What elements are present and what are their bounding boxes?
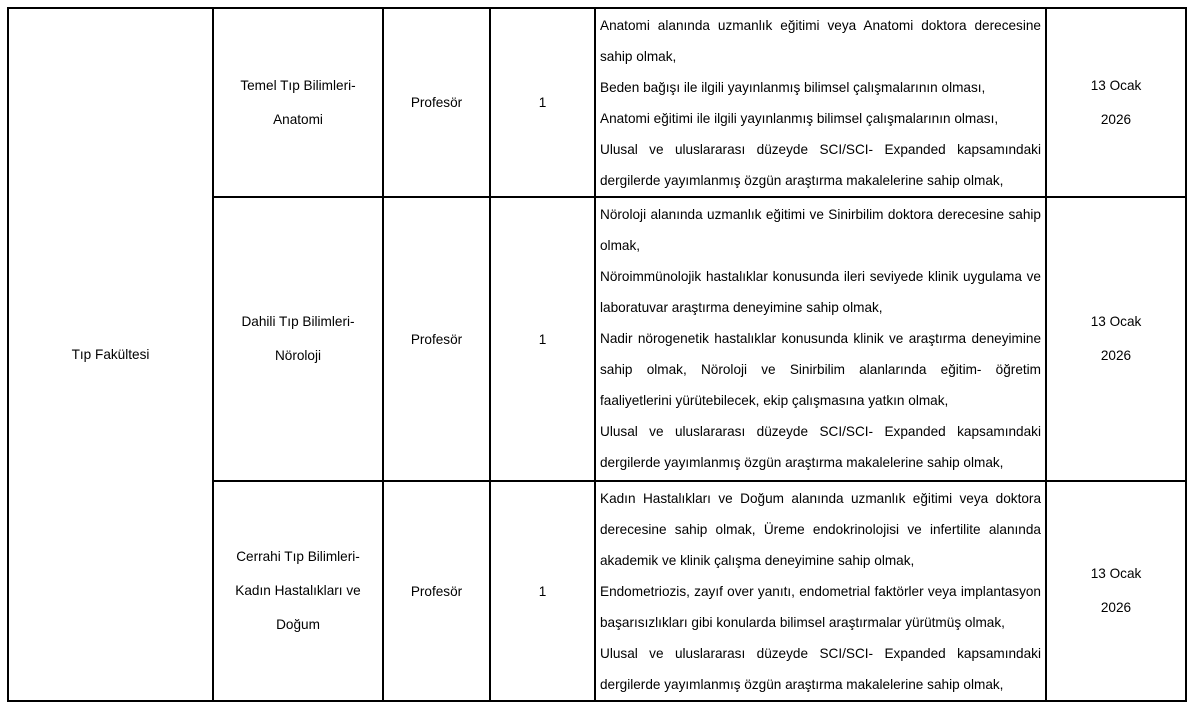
department-cell (213, 481, 383, 701)
title-cell: Profesör (383, 197, 490, 481)
date-line: 2026 (1100, 111, 1132, 127)
requirement-item: Ulusal ve uluslararası düzeyde SCI/SCI- Expanded kapsamındaki dergilerde yayımlanmış özgün araştırma makalelerine sahip olmak, (600, 646, 1041, 692)
requirements-cell (595, 481, 1046, 701)
department-line: Anatomi (273, 111, 323, 127)
date-line: 2026 (1100, 600, 1132, 615)
requirement-item: Anatomi alanında uzmanlık eğitimi veya Anatomi doktora derecesine sahip olmak, (600, 18, 1041, 64)
department-line: Dahili Tıp Bilimleri- (241, 314, 355, 329)
requirement-item: Anatomi eğitimi ile ilgili yayınlanmış bilimsel çalışmalarının olması, (600, 111, 999, 126)
date-cell (1046, 197, 1186, 481)
requirement-item: Beden bağışı ile ilgili yayınlanmış bilimsel çalışmalarının olması, (600, 80, 986, 95)
faculty-cell (8, 8, 213, 701)
department-line: Doğum (276, 617, 320, 632)
department-cell (213, 8, 383, 197)
count-cell: 1 (490, 481, 595, 701)
requirement-item: Nöroloji alanında uzmanlık eğitimi ve Sinirbilim doktora derecesine sahip olmak, (600, 207, 1041, 253)
requirements-cell (595, 8, 1046, 197)
date-line: 13 Ocak (1090, 77, 1142, 93)
department-line: Nöroloji (274, 348, 322, 363)
requirement-item: Nadir nörogenetik hastalıklar konusunda klinik ve araştırma deneyimine sahip olmak, Nöroloji ve Sinirbilim alanlarında eğitim- öğretim faaliyetlerini yürütebilecek, ekip çalışmasına yatkın olmak, (600, 331, 1041, 408)
requirement-item: Endometriozis, zayıf over yanıtı, endometrial faktörler veya implantasyon başarısızlıkları gibi konularda bilimsel araştırmalar yürütmüş olmak, (600, 584, 1041, 630)
requirement-item: Ulusal ve uluslararası düzeyde SCI/SCI- Expanded kapsamındaki dergilerde yayımlanmış özgün araştırma makalelerine sahip olmak, (600, 424, 1041, 470)
requirement-item: Nöroimmünolojik hastalıklar konusunda ileri seviyede klinik uygulama ve laboratuvar araştırma deneyimine sahip olmak, (600, 269, 1041, 315)
department-cell (213, 197, 383, 481)
requirement-item: Kadın Hastalıkları ve Doğum alanında uzmanlık eğitimi veya doktora derecesine sahip olmak, Üreme endokrinolojisi ve infertilite alanında akademik ve klinik çalışma deneyimine sahip olmak, (600, 491, 1041, 568)
date-line: 13 Ocak (1090, 314, 1142, 329)
requirement-item: Ulusal ve uluslararası düzeyde SCI/SCI- Expanded kapsamındaki dergilerde yayımlanmış özgün araştırma makalelerine sahip olmak, (600, 142, 1041, 188)
job-postings-table (7, 7, 1187, 702)
count-cell: 1 (490, 8, 595, 197)
department-line: Cerrahi Tıp Bilimleri- (236, 549, 360, 564)
table-row (8, 8, 1186, 197)
date-line: 13 Ocak (1090, 566, 1142, 581)
department-line: Temel Tıp Bilimleri- (240, 77, 356, 93)
faculty-name: Tıp Fakültesi (71, 347, 150, 362)
department-line: Kadın Hastalıkları ve (235, 583, 361, 598)
title-cell: Profesör (383, 8, 490, 197)
date-cell (1046, 481, 1186, 701)
requirements-cell (595, 197, 1046, 481)
title-cell: Profesör (383, 481, 490, 701)
date-cell (1046, 8, 1186, 197)
date-line: 2026 (1100, 348, 1132, 363)
count-cell: 1 (490, 197, 595, 481)
